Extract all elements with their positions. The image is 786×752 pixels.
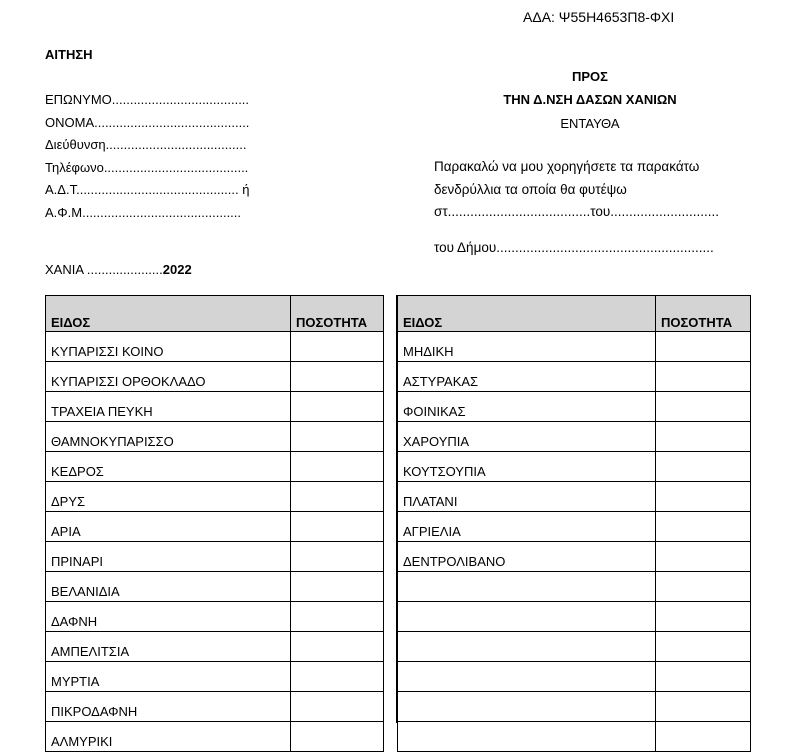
table-row bbox=[398, 392, 751, 422]
species-cell: ΚΥΠΑΡΙΣΣΙ ΚΟΙΝΟ bbox=[46, 332, 291, 362]
quantity-cell[interactable] bbox=[291, 692, 384, 722]
header-species: ΕΙΔΟΣ bbox=[398, 296, 656, 332]
table-row bbox=[46, 662, 384, 692]
table-row bbox=[398, 422, 751, 452]
table-row bbox=[398, 452, 751, 482]
quantity-cell[interactable] bbox=[656, 422, 751, 452]
species-cell: ΚΟΥΤΣΟΥΠΙΑ bbox=[398, 452, 656, 482]
species-cell: ΘΑΜΝΟΚΥΠΑΡΙΣΣΟ bbox=[46, 422, 291, 452]
surname-field[interactable]: ΕΠΩΝΥΜΟ...................................... bbox=[45, 92, 250, 107]
ada-code: ΑΔΑ: Ψ55Η4653Π8-ΦΧΙ bbox=[523, 9, 675, 25]
header-species: ΕΙΔΟΣ bbox=[46, 296, 291, 332]
header-quantity: ΠΟΣΟΤΗΤΑ bbox=[656, 296, 751, 332]
table-row bbox=[46, 392, 384, 422]
species-cell: ΑΣΤΥΡΑΚΑΣ bbox=[398, 362, 656, 392]
species-cell: ΚΥΠΑΡΙΣΣΙ ΟΡΘΟΚΛΑΔΟ bbox=[46, 362, 291, 392]
species-cell bbox=[398, 722, 656, 752]
table-row bbox=[398, 362, 751, 392]
species-table-right bbox=[397, 295, 751, 752]
species-cell: ΑΡΙΑ bbox=[46, 512, 291, 542]
quantity-cell[interactable] bbox=[656, 692, 751, 722]
species-cell: ΒΕΛΑΝΙΔΙΑ bbox=[46, 572, 291, 602]
recipient-to: ΠΡΟΣ bbox=[572, 69, 608, 84]
table-row bbox=[46, 422, 384, 452]
table-row bbox=[46, 542, 384, 572]
quantity-cell[interactable] bbox=[656, 632, 751, 662]
table-row bbox=[398, 662, 751, 692]
species-cell: ΜΥΡΤΙΑ bbox=[46, 662, 291, 692]
table-row bbox=[398, 692, 751, 722]
table-row bbox=[398, 512, 751, 542]
table-row bbox=[46, 482, 384, 512]
quantity-cell[interactable] bbox=[291, 392, 384, 422]
quantity-cell[interactable] bbox=[656, 542, 751, 572]
table-row bbox=[398, 482, 751, 512]
species-cell: ΦΟΙΝΙΚΑΣ bbox=[398, 392, 656, 422]
table-row bbox=[46, 572, 384, 602]
quantity-cell[interactable] bbox=[291, 602, 384, 632]
species-cell: ΔΡΥΣ bbox=[46, 482, 291, 512]
quantity-cell[interactable] bbox=[656, 452, 751, 482]
quantity-cell[interactable] bbox=[291, 572, 384, 602]
year: 2022 bbox=[162, 262, 192, 277]
request-text-line2: δενδρύλλια τα οποία θα φυτέψω bbox=[434, 182, 627, 197]
table-row bbox=[398, 332, 751, 362]
species-cell bbox=[398, 572, 656, 602]
species-cell: ΜΗΔΙΚΗ bbox=[398, 332, 656, 362]
species-cell: ΠΛΑΤΑΝΙ bbox=[398, 482, 656, 512]
species-cell: ΑΓΡΙΕΛΙΑ bbox=[398, 512, 656, 542]
quantity-cell[interactable] bbox=[656, 662, 751, 692]
table-row bbox=[46, 452, 384, 482]
quantity-cell[interactable] bbox=[291, 332, 384, 362]
species-cell: ΤΡΑΧΕΙΑ ΠΕΥΚΗ bbox=[46, 392, 291, 422]
species-cell: ΔΕΝΤΡΟΛΙΒΑΝΟ bbox=[398, 542, 656, 572]
table-header-row bbox=[46, 296, 384, 332]
table-row bbox=[398, 542, 751, 572]
quantity-cell[interactable] bbox=[291, 422, 384, 452]
id-card-field[interactable]: Α.Δ.Τ............................................. ή bbox=[45, 182, 250, 197]
recipient-location: ΕΝΤΑΥΘΑ bbox=[560, 116, 620, 131]
species-cell: ΔΑΦΝΗ bbox=[46, 602, 291, 632]
recipient-authority: ΤΗΝ Δ.ΝΣΗ ΔΑΣΩΝ ΧΑΝΙΩΝ bbox=[503, 92, 677, 107]
place-date-prefix[interactable]: ΧΑΝΙΑ ..................... bbox=[45, 262, 163, 277]
species-cell: ΧΑΡΟΥΠΙΑ bbox=[398, 422, 656, 452]
species-table-left bbox=[45, 295, 384, 752]
request-text-line1: Παρακαλώ να μου χορηγήσετε τα παρακάτω bbox=[434, 159, 700, 174]
table-row bbox=[398, 572, 751, 602]
document-title: ΑΙΤΗΣΗ bbox=[45, 47, 93, 62]
table-header-row bbox=[398, 296, 751, 332]
table-row bbox=[46, 722, 384, 752]
species-cell: ΑΜΠΕΛΙΤΣΙΑ bbox=[46, 632, 291, 662]
quantity-cell[interactable] bbox=[291, 662, 384, 692]
species-cell bbox=[398, 662, 656, 692]
quantity-cell[interactable] bbox=[656, 512, 751, 542]
species-cell bbox=[398, 692, 656, 722]
quantity-cell[interactable] bbox=[291, 542, 384, 572]
table-row bbox=[398, 722, 751, 752]
quantity-cell[interactable] bbox=[656, 722, 751, 752]
quantity-cell[interactable] bbox=[656, 362, 751, 392]
species-cell bbox=[398, 602, 656, 632]
species-cell: ΠΡΙΝΑΡΙ bbox=[46, 542, 291, 572]
phone-field[interactable]: Τηλέφωνο........................................ bbox=[45, 160, 249, 175]
quantity-cell[interactable] bbox=[656, 602, 751, 632]
table-row bbox=[46, 512, 384, 542]
table-row bbox=[398, 602, 751, 632]
quantity-cell[interactable] bbox=[656, 572, 751, 602]
species-cell: ΚΕΔΡΟΣ bbox=[46, 452, 291, 482]
table-row bbox=[46, 632, 384, 662]
quantity-cell[interactable] bbox=[291, 452, 384, 482]
place-date bbox=[45, 262, 192, 277]
table-row bbox=[46, 602, 384, 632]
species-cell: ΠΙΚΡΟΔΑΦΝΗ bbox=[46, 692, 291, 722]
table-row bbox=[398, 632, 751, 662]
quantity-cell[interactable] bbox=[291, 722, 384, 752]
header-quantity: ΠΟΣΟΤΗΤΑ bbox=[291, 296, 384, 332]
quantity-cell[interactable] bbox=[291, 362, 384, 392]
name-field[interactable]: ΟΝΟΜΑ........................................... bbox=[45, 115, 250, 130]
table-row bbox=[46, 332, 384, 362]
planting-location-field[interactable]: στ......................................του............................. bbox=[434, 204, 719, 219]
table-row bbox=[46, 692, 384, 722]
address-field[interactable]: Διεύθυνση....................................... bbox=[45, 137, 247, 152]
table-row bbox=[46, 362, 384, 392]
quantity-cell[interactable] bbox=[291, 482, 384, 512]
table-separator bbox=[383, 295, 397, 723]
municipality-field[interactable]: του Δήμου.......................................................... bbox=[434, 240, 714, 255]
quantity-cell[interactable] bbox=[656, 482, 751, 512]
quantity-cell[interactable] bbox=[291, 632, 384, 662]
species-cell: ΑΛΜΥΡΙΚΙ bbox=[46, 722, 291, 752]
tax-number-field[interactable]: Α.Φ.Μ............................................ bbox=[45, 205, 242, 220]
quantity-cell[interactable] bbox=[656, 332, 751, 362]
quantity-cell[interactable] bbox=[291, 512, 384, 542]
quantity-cell[interactable] bbox=[656, 392, 751, 422]
species-cell bbox=[398, 632, 656, 662]
